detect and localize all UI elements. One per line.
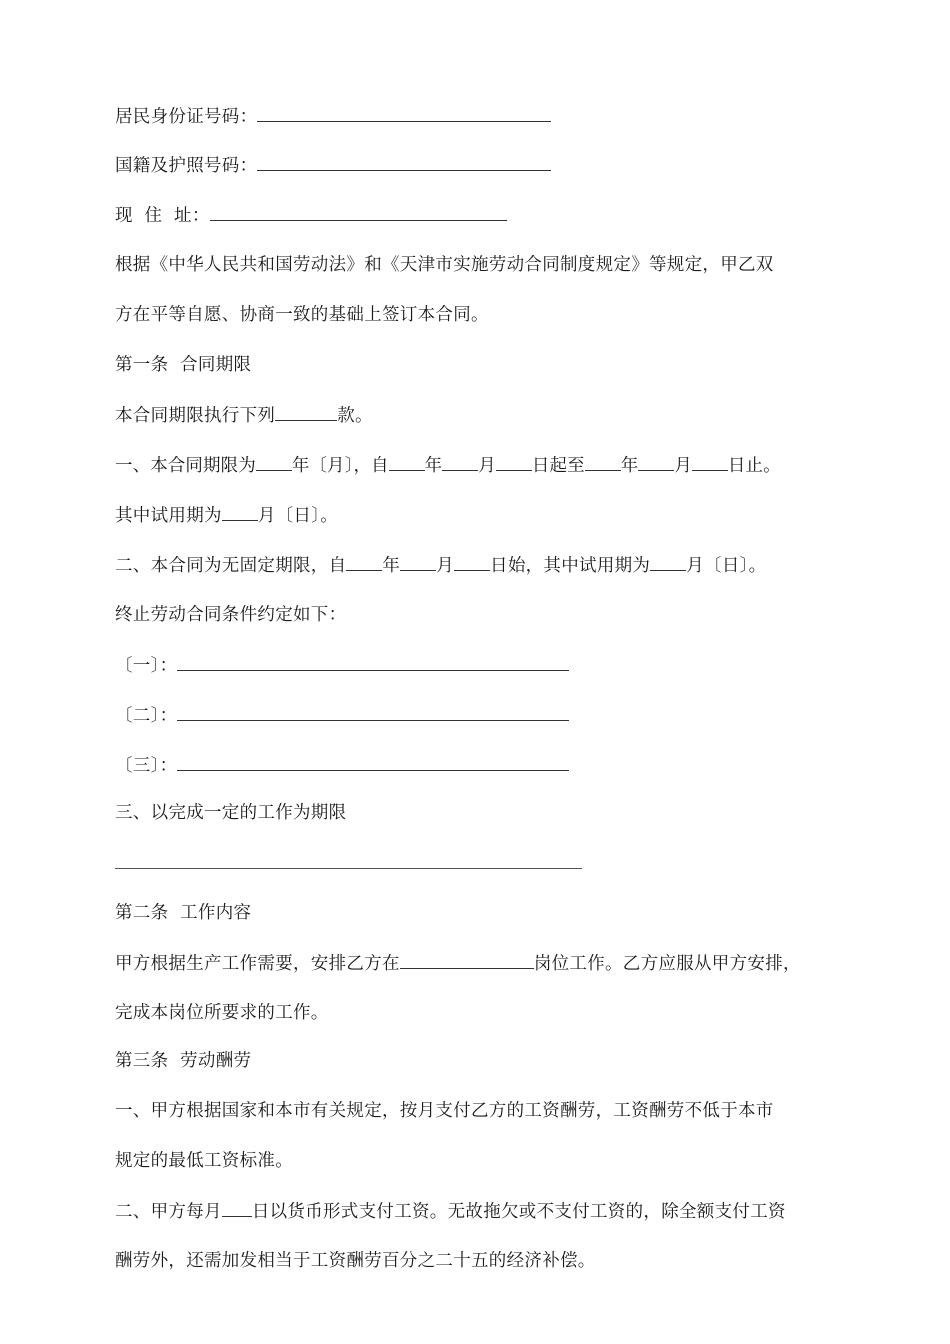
- item2-probation-blank[interactable]: [650, 553, 686, 571]
- item2-text-b: 年: [382, 556, 401, 576]
- item1-text-a: 一、本合同期限为: [115, 456, 256, 476]
- nationality-passport-blank[interactable]: [257, 153, 551, 171]
- article-1-probation-1: [115, 503, 338, 528]
- clause-number-blank[interactable]: [275, 403, 337, 421]
- end-month-blank[interactable]: [638, 453, 674, 471]
- article-3-para-2-line-2: 酬劳外，还需加发相当于工资酬劳百分之二十五的经济补偿。: [115, 1251, 596, 1271]
- item1-text-c: 年: [424, 456, 443, 476]
- condition-3-label: 〔三〕：: [115, 756, 178, 776]
- start-day-blank[interactable]: [496, 453, 532, 471]
- pay-day-blank[interactable]: [222, 1199, 252, 1217]
- start-year-blank[interactable]: [389, 453, 425, 471]
- condition-1: [115, 653, 569, 678]
- condition-2-blank[interactable]: [177, 703, 569, 721]
- nationality-passport-field: [115, 153, 551, 178]
- condition-2-label: 〔二〕：: [115, 706, 178, 726]
- article-1-item-3: 三、以完成一定的工作为期限: [115, 803, 347, 823]
- article-2-line-1: [115, 951, 801, 976]
- item1-text-g: 月: [674, 456, 692, 476]
- address-field: [115, 203, 507, 228]
- work-completion-blank[interactable]: [115, 868, 582, 869]
- item2-month-blank[interactable]: [400, 553, 436, 571]
- id-number-field: [115, 104, 551, 129]
- item2-text-e: 月〔日〕。: [686, 556, 767, 576]
- article-1-item-1: [115, 453, 781, 478]
- item2-text-a: 二、本合同为无固定期限，自: [115, 556, 347, 576]
- address-label: 现 住 址：: [115, 206, 210, 226]
- article2-text-post: 岗位工作。乙方应服从甲方安排，: [533, 954, 801, 974]
- condition-3: [115, 753, 569, 778]
- article2-text-pre: 甲方根据生产工作需要，安排乙方在: [115, 954, 400, 974]
- item2-day-blank[interactable]: [454, 553, 490, 571]
- position-blank[interactable]: [400, 951, 534, 969]
- id-number-label: 居民身份证号码：: [115, 107, 258, 127]
- condition-1-blank[interactable]: [177, 653, 569, 671]
- execute-text: 本合同期限执行下列: [115, 406, 276, 426]
- article-3-heading: 第三条 劳动酬劳: [115, 1051, 252, 1071]
- termination-conditions-heading: 终止劳动合同条件约定如下：: [115, 605, 347, 625]
- end-day-blank[interactable]: [692, 453, 728, 471]
- probation1-blank[interactable]: [222, 503, 258, 521]
- id-number-blank[interactable]: [257, 104, 551, 122]
- item1-text-b: 年〔月〕，自: [291, 456, 389, 476]
- end-year-blank[interactable]: [585, 453, 621, 471]
- execute-suffix: 款。: [337, 406, 373, 426]
- preamble-line-1: 根据《中华人民共和国劳动法》和《天津市实施劳动合同制度规定》等规定，甲乙双: [115, 255, 774, 275]
- preamble-line-2: 方在平等自愿、协商一致的基础上签订本合同。: [115, 305, 489, 325]
- condition-1-label: 〔一〕：: [115, 656, 178, 676]
- probation1-text-b: 月〔日〕。: [257, 506, 339, 526]
- item1-text-e: 日起至: [531, 456, 585, 476]
- item2-text-c: 月: [436, 556, 455, 576]
- article-1-heading: 第一条 合同期限: [115, 355, 252, 375]
- condition-3-blank[interactable]: [177, 753, 569, 771]
- item1-text-f: 年: [620, 456, 639, 476]
- pay-day-text-pre: 二、甲方每月: [115, 1202, 222, 1222]
- item1-text-d: 月: [478, 456, 496, 476]
- start-month-blank[interactable]: [442, 453, 478, 471]
- article-3-para-1-line-1: 一、甲方根据国家和本市有关规定，按月支付乙方的工资酬劳，工资酬劳不低于本市: [115, 1101, 774, 1121]
- article-1-execute-clause: [115, 403, 373, 428]
- item2-year-blank[interactable]: [346, 553, 382, 571]
- address-blank[interactable]: [210, 203, 507, 221]
- term-length-blank[interactable]: [256, 453, 292, 471]
- article-3-para-2-line-1: [115, 1199, 786, 1224]
- pay-day-text-post: 日以货币形式支付工资。无故拖欠或不支付工资的，除全额支付工资: [251, 1202, 786, 1222]
- article-1-item-2: [115, 553, 766, 578]
- condition-2: [115, 703, 569, 728]
- item2-text-d: 日始，其中试用期为: [490, 556, 651, 576]
- article-3-para-1-line-2: 规定的最低工资标准。: [115, 1151, 293, 1171]
- article-2-heading: 第二条 工作内容: [115, 903, 252, 923]
- item1-text-h: 日止。: [727, 456, 781, 476]
- article-2-line-2: 完成本岗位所要求的工作。: [115, 1003, 329, 1023]
- nationality-passport-label: 国籍及护照号码：: [115, 156, 258, 176]
- probation1-text-a: 其中试用期为: [115, 506, 222, 526]
